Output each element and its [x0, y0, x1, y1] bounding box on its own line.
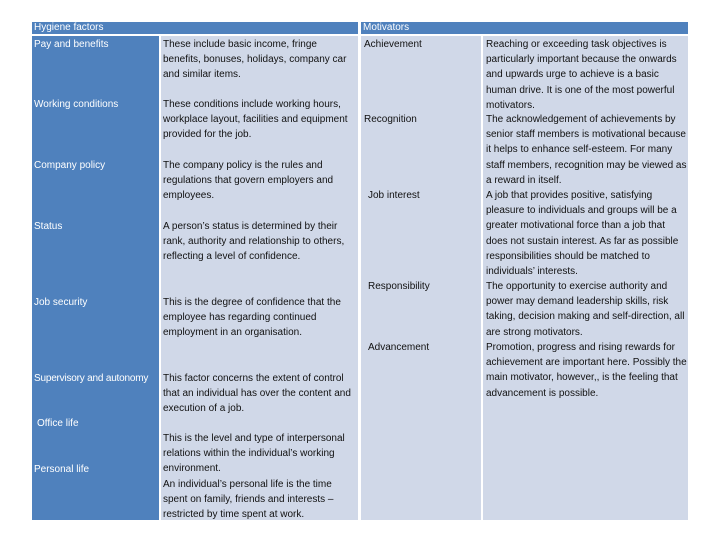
hygiene-desc-pay: These include basic income, fringe benefits, bonuses, holidays, company car and similar items.: [163, 39, 347, 81]
hygiene-label-job-security: Job security: [34, 297, 88, 308]
motivator-label-responsibility: Responsibility: [368, 281, 430, 292]
hygiene-desc-personal-life: An individual’s personal life is the time spent on family, friends and interests – restricted by time spent at work.: [163, 479, 334, 521]
hygiene-desc-status: A person’s status is determined by their rank, authority and relationship to others, reflecting a level of confidence.: [163, 221, 345, 263]
motivators-label-column: [361, 36, 481, 520]
motivator-label-achievement: Achievement: [364, 39, 422, 50]
motivator-desc-advancement: Promotion, progress and rising rewards for achievement are important here. Possibly the main motivator, however,, is the feeling that advancement is possible.: [486, 342, 687, 399]
hygiene-desc-job-security: This is the degree of confidence that the employee has regarding continued employment in an organisation.: [163, 297, 341, 339]
hygiene-label-company-policy: Company policy: [34, 160, 106, 171]
hygiene-desc-company-policy: The company policy is the rules and regulations that govern employers and employees.: [163, 160, 334, 202]
motivator-desc-recognition: The acknowledgement of achievements by senior staff members is motivational because it helps to enhance self-esteem. For many staff members, recognition may be viewed as a reward in itself.: [486, 114, 687, 186]
hygiene-desc-office-life: This is the level and type of interpersonal relations within the individual’s working environment.: [163, 433, 345, 475]
hygiene-desc-supervisory: This factor concerns the extent of control that an individual has over the content and execution of a job.: [163, 373, 351, 415]
motivator-desc-job-interest: A job that provides positive, satisfying pleasure to individuals and groups will be a greater motivational force than a job that does not sustain interest. As far as possible responsibilities should be matched to individuals’ interests.: [486, 190, 679, 278]
motivator-label-advancement: Advancement: [368, 342, 430, 353]
motivator-desc-achievement: Reaching or exceeding task objectives is particularly important because the onwards and upwards urge to achieve is a basic human drive. It is one of the most powerful motivators.: [486, 39, 677, 111]
hygiene-label-working-conditions: Working conditions: [34, 99, 119, 110]
hygiene-label-personal-life: Personal life: [34, 464, 90, 475]
hygiene-label-office-life: Office life: [37, 418, 79, 429]
hygiene-desc-working-conditions: These conditions include working hours, workplace layout, facilities and equipment provided for the job.: [163, 99, 348, 141]
motivator-desc-responsibility: The opportunity to exercise authority and power may demand leadership skills, risk taking, decision making and self-direction, all are strong motivators.: [486, 281, 685, 338]
hygiene-label-supervisory: Supervisory and autonomy: [34, 373, 149, 384]
hygiene-label-status: Status: [34, 221, 63, 232]
motivators-header: Motivators: [361, 22, 688, 34]
hygiene-label-pay: Pay and benefits: [34, 39, 109, 50]
motivator-label-job-interest: Job interest: [368, 190, 420, 201]
motivator-label-recognition: Recognition: [364, 114, 417, 125]
hygiene-header: Hygiene factors: [32, 22, 358, 34]
